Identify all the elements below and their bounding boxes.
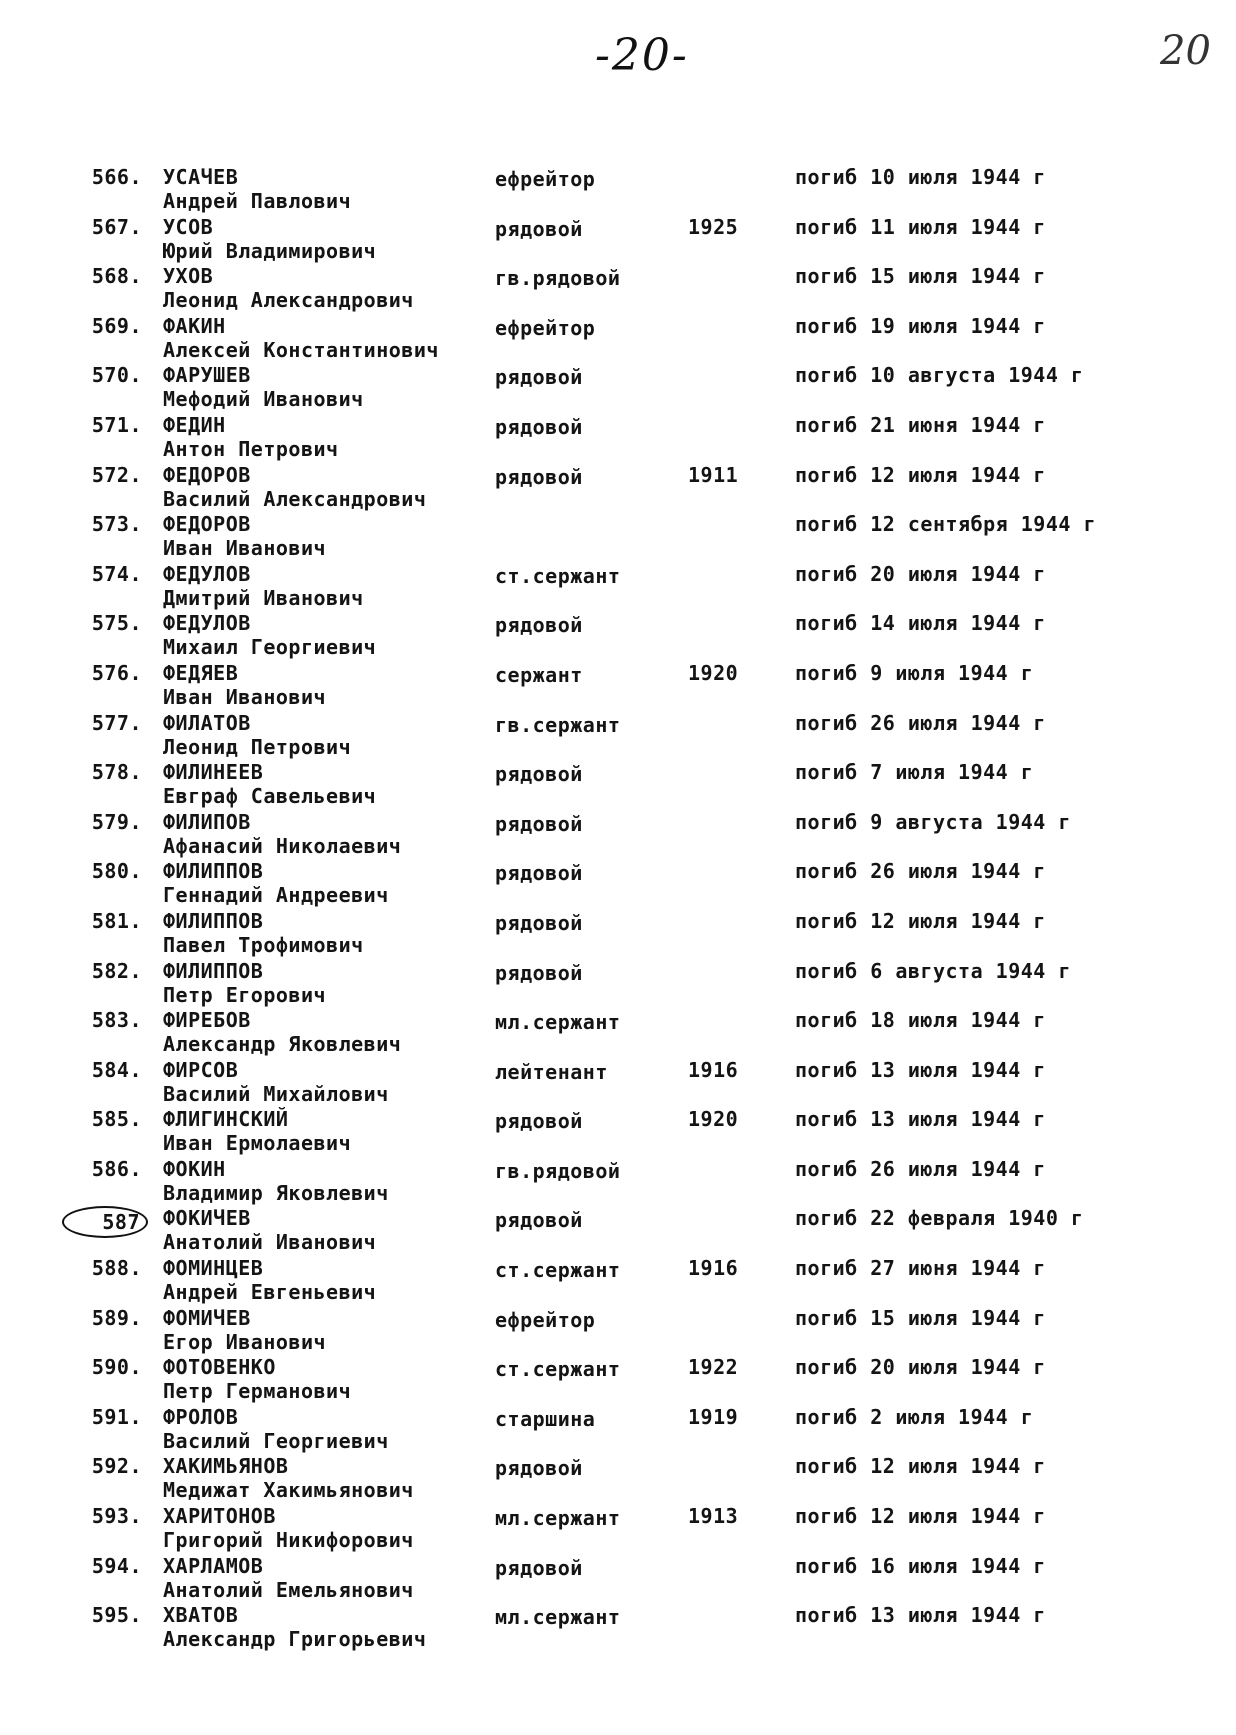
entry-birth-year: 1919 <box>688 1404 739 1429</box>
entry-fate: погиб 10 августа 1944 г <box>795 363 1084 388</box>
entry-surname: ФИЛАТОВ <box>163 710 251 735</box>
entry-rank: рядовой <box>495 1208 583 1233</box>
entry-number: 570. <box>91 363 142 388</box>
entry-given-name: Александр Яковлевич <box>163 1032 402 1057</box>
entry-surname: ФИЛИППОВ <box>163 859 264 884</box>
entry-fate: погиб 9 августа 1944 г <box>795 809 1071 834</box>
list-item <box>0 711 1236 761</box>
list-item <box>0 1306 1236 1356</box>
list-item <box>0 661 1236 711</box>
entry-birth-year: 1911 <box>688 462 739 487</box>
entry-surname: ФЕДУЛОВ <box>163 561 251 586</box>
entry-rank: рядовой <box>495 1555 583 1580</box>
casualty-list <box>0 165 1236 1653</box>
entry-fate: погиб 10 июля 1944 г <box>795 165 1046 189</box>
entry-birth-year: 1920 <box>688 660 739 685</box>
entry-rank: гв.рядовой <box>495 266 621 291</box>
entry-fate: погиб 9 июля 1944 г <box>795 660 1034 685</box>
entry-surname: ФОТОВЕНКО <box>163 1355 276 1380</box>
entry-surname: ФЕДУЛОВ <box>163 611 251 636</box>
entry-number: 571. <box>91 412 142 437</box>
entry-given-name: Иван Иванович <box>163 684 327 709</box>
entry-rank: рядовой <box>495 1456 583 1481</box>
entry-given-name: Александр Григорьевич <box>163 1627 427 1652</box>
entry-birth-year: 1920 <box>688 1107 739 1132</box>
entry-fate: погиб 19 июля 1944 г <box>795 313 1046 338</box>
entry-rank: сержант <box>495 662 583 687</box>
list-item <box>0 165 1236 215</box>
entry-fate: погиб 7 июля 1944 г <box>795 760 1034 785</box>
entry-surname: ФИРЕБОВ <box>163 1008 251 1033</box>
entry-rank: гв.сержант <box>495 712 621 737</box>
entry-surname: ФОКИН <box>163 1156 226 1181</box>
list-item <box>0 611 1236 661</box>
entry-birth-year: 1913 <box>688 1504 739 1529</box>
entry-number: 577. <box>91 710 142 735</box>
entry-surname: ФЛИГИНСКИЙ <box>163 1107 289 1132</box>
entry-number: 581. <box>91 908 142 933</box>
entry-rank: ефрейтор <box>495 1307 596 1332</box>
entry-number: 576. <box>91 660 142 685</box>
entry-number: 586. <box>91 1156 142 1181</box>
entry-given-name: Юрий Владимирович <box>163 238 377 263</box>
entry-given-name: Егор Иванович <box>163 1329 327 1354</box>
entry-surname: ФЕДОРОВ <box>163 512 251 537</box>
entry-number: 578. <box>91 760 142 785</box>
entry-rank: рядовой <box>495 613 583 638</box>
list-item <box>0 215 1236 265</box>
entry-surname: ФОМИЧЕВ <box>163 1305 251 1330</box>
entry-surname: ФЕДИН <box>163 412 226 437</box>
entry-rank: рядовой <box>495 216 583 241</box>
entry-fate: погиб 20 июля 1944 г <box>795 1355 1046 1380</box>
entry-rank: ефрейтор <box>495 315 596 340</box>
entry-number: 589. <box>91 1305 142 1330</box>
entry-given-name: Петр Германович <box>163 1379 352 1404</box>
entry-fate: погиб 26 июля 1944 г <box>795 1156 1046 1181</box>
entry-fate: погиб 27 июня 1944 г <box>795 1256 1046 1281</box>
list-item <box>0 1107 1236 1157</box>
list-item <box>0 909 1236 959</box>
entry-number: 575. <box>91 611 142 636</box>
entry-given-name: Григорий Никифорович <box>163 1528 414 1553</box>
entry-rank: ст.сержант <box>495 1258 621 1283</box>
entry-birth-year: 1916 <box>688 1256 739 1281</box>
entry-rank: рядовой <box>495 365 583 390</box>
list-item <box>0 760 1236 810</box>
entry-surname: ФИЛИППОВ <box>163 908 264 933</box>
entry-given-name: Владимир Яковлевич <box>163 1180 389 1205</box>
entry-birth-year: 1916 <box>688 1057 739 1082</box>
entry-fate: погиб 13 июля 1944 г <box>795 1057 1046 1082</box>
entry-surname: ХАРЛАМОВ <box>163 1553 264 1578</box>
entry-rank: мл.сержант <box>495 1605 621 1630</box>
entry-fate: погиб 15 июля 1944 г <box>795 1305 1046 1330</box>
entry-number: 574. <box>91 561 142 586</box>
entry-surname: ФЕДОРОВ <box>163 462 251 487</box>
entry-fate: погиб 22 февраля 1940 г <box>795 1206 1084 1231</box>
entry-number: 579. <box>91 809 142 834</box>
entry-rank: рядовой <box>495 811 583 836</box>
list-item <box>0 463 1236 513</box>
entry-rank: ст.сержант <box>495 563 621 588</box>
entry-given-name: Анатолий Иванович <box>163 1230 377 1255</box>
entry-number: 587 <box>62 1206 148 1238</box>
entry-surname: ФАКИН <box>163 313 226 338</box>
entry-surname: ФИЛИППОВ <box>163 958 264 983</box>
entry-given-name: Алексей Константинович <box>163 337 439 362</box>
entry-surname: ФОМИНЦЕВ <box>163 1256 264 1281</box>
entry-fate: погиб 18 июля 1944 г <box>795 1008 1046 1033</box>
entry-rank: ст.сержант <box>495 1357 621 1382</box>
list-item <box>0 264 1236 314</box>
entry-fate: погиб 21 июня 1944 г <box>795 412 1046 437</box>
entry-fate: погиб 12 июля 1944 г <box>795 1504 1046 1529</box>
entry-rank: рядовой <box>495 910 583 935</box>
entry-given-name: Иван Иванович <box>163 536 327 561</box>
entry-fate: погиб 11 июля 1944 г <box>795 214 1046 239</box>
entry-fate: погиб 12 июля 1944 г <box>795 1454 1046 1479</box>
list-item <box>0 1256 1236 1306</box>
entry-number: 592. <box>91 1454 142 1479</box>
entry-fate: погиб 12 сентября 1944 г <box>795 512 1096 537</box>
entry-number: 582. <box>91 958 142 983</box>
entry-number: 593. <box>91 1504 142 1529</box>
entry-number: 572. <box>91 462 142 487</box>
list-item <box>0 413 1236 463</box>
entry-surname: ХАРИТОНОВ <box>163 1504 276 1529</box>
corner-page-number: 20 <box>1160 28 1211 74</box>
entry-number: 568. <box>91 264 142 289</box>
entry-rank: рядовой <box>495 960 583 985</box>
entry-given-name: Василий Михайлович <box>163 1081 389 1106</box>
entry-number: 584. <box>91 1057 142 1082</box>
entry-given-name: Леонид Александрович <box>163 288 414 313</box>
entry-surname: ФИРСОВ <box>163 1057 239 1082</box>
entry-rank: рядовой <box>495 414 583 439</box>
entry-surname: ФАРУШЕВ <box>163 363 251 388</box>
list-item <box>0 859 1236 909</box>
entry-surname: ФЕДЯЕВ <box>163 660 239 685</box>
entry-number: 588. <box>91 1256 142 1281</box>
entry-given-name: Геннадий Андреевич <box>163 883 389 908</box>
entry-fate: погиб 16 июля 1944 г <box>795 1553 1046 1578</box>
entry-given-name: Василий Александрович <box>163 486 427 511</box>
page-number: -20- <box>595 30 689 81</box>
list-item <box>0 1454 1236 1504</box>
entry-given-name: Василий Георгиевич <box>163 1428 389 1453</box>
entry-given-name: Петр Егорович <box>163 982 327 1007</box>
entry-surname: ФИЛИНЕЕВ <box>163 760 264 785</box>
list-item <box>0 1603 1236 1653</box>
entry-rank: мл.сержант <box>495 1010 621 1035</box>
entry-given-name: Медижат Хакимьянович <box>163 1478 414 1503</box>
entry-rank: рядовой <box>495 762 583 787</box>
entry-fate: погиб 6 августа 1944 г <box>795 958 1071 983</box>
list-item <box>0 1058 1236 1108</box>
entry-surname: УСАЧЕВ <box>163 165 239 189</box>
entry-number: 594. <box>91 1553 142 1578</box>
entry-rank: рядовой <box>495 464 583 489</box>
entry-fate: погиб 14 июля 1944 г <box>795 611 1046 636</box>
entry-fate: погиб 26 июля 1944 г <box>795 710 1046 735</box>
entry-fate: погиб 26 июля 1944 г <box>795 859 1046 884</box>
entry-given-name: Иван Ермолаевич <box>163 1131 352 1156</box>
entry-given-name: Павел Трофимович <box>163 932 364 957</box>
entry-rank: рядовой <box>495 1109 583 1134</box>
entry-rank: рядовой <box>495 861 583 886</box>
entry-given-name: Анатолий Емельянович <box>163 1577 414 1602</box>
list-item <box>0 1355 1236 1405</box>
list-item <box>0 363 1236 413</box>
entry-number: 585. <box>91 1107 142 1132</box>
entry-number: 567. <box>91 214 142 239</box>
list-item <box>0 810 1236 860</box>
list-item <box>0 1405 1236 1455</box>
entry-given-name: Мефодий Иванович <box>163 387 364 412</box>
entry-fate: погиб 12 июля 1944 г <box>795 462 1046 487</box>
entry-rank: старшина <box>495 1406 596 1431</box>
entry-fate: погиб 12 июля 1944 г <box>795 908 1046 933</box>
list-item <box>0 314 1236 364</box>
entry-surname: ХАКИМЬЯНОВ <box>163 1454 289 1479</box>
entry-number: 583. <box>91 1008 142 1033</box>
entry-surname: ХВАТОВ <box>163 1603 239 1628</box>
entry-number: 580. <box>91 859 142 884</box>
entry-given-name: Евграф Савельевич <box>163 784 377 809</box>
list-item <box>0 512 1236 562</box>
list-item <box>0 1206 1236 1256</box>
entry-rank: мл.сержант <box>495 1506 621 1531</box>
list-item <box>0 562 1236 612</box>
entry-fate: погиб 13 июля 1944 г <box>795 1603 1046 1628</box>
entry-surname: УСОВ <box>163 214 214 239</box>
entry-birth-year: 1925 <box>688 214 739 239</box>
entry-surname: УХОВ <box>163 264 214 289</box>
list-item <box>0 959 1236 1009</box>
entry-number: 590. <box>91 1355 142 1380</box>
entry-number: 566. <box>91 165 142 189</box>
entry-given-name: Дмитрий Иванович <box>163 585 364 610</box>
entry-surname: ФИЛИПОВ <box>163 809 251 834</box>
entry-rank: лейтенант <box>495 1059 608 1084</box>
entry-number: 595. <box>91 1603 142 1628</box>
list-item <box>0 1008 1236 1058</box>
entry-fate: погиб 20 июля 1944 г <box>795 561 1046 586</box>
list-item <box>0 1554 1236 1604</box>
entry-rank: гв.рядовой <box>495 1158 621 1183</box>
entry-given-name: Афанасий Николаевич <box>163 833 402 858</box>
entry-given-name: Михаил Георгиевич <box>163 635 377 660</box>
entry-surname: ФОКИЧЕВ <box>163 1206 251 1231</box>
entry-given-name: Леонид Петрович <box>163 734 352 759</box>
entry-given-name: Андрей Павлович <box>163 189 352 213</box>
entry-number: 569. <box>91 313 142 338</box>
entry-given-name: Антон Петрович <box>163 436 339 461</box>
entry-rank: ефрейтор <box>495 167 596 191</box>
list-item <box>0 1157 1236 1207</box>
entry-given-name: Андрей Евгеньевич <box>163 1280 377 1305</box>
entry-fate: погиб 13 июля 1944 г <box>795 1107 1046 1132</box>
entry-birth-year: 1922 <box>688 1355 739 1380</box>
entry-fate: погиб 15 июля 1944 г <box>795 264 1046 289</box>
entry-surname: ФРОЛОВ <box>163 1404 239 1429</box>
list-item <box>0 1504 1236 1554</box>
entry-number: 591. <box>91 1404 142 1429</box>
entry-number: 573. <box>91 512 142 537</box>
entry-fate: погиб 2 июля 1944 г <box>795 1404 1034 1429</box>
